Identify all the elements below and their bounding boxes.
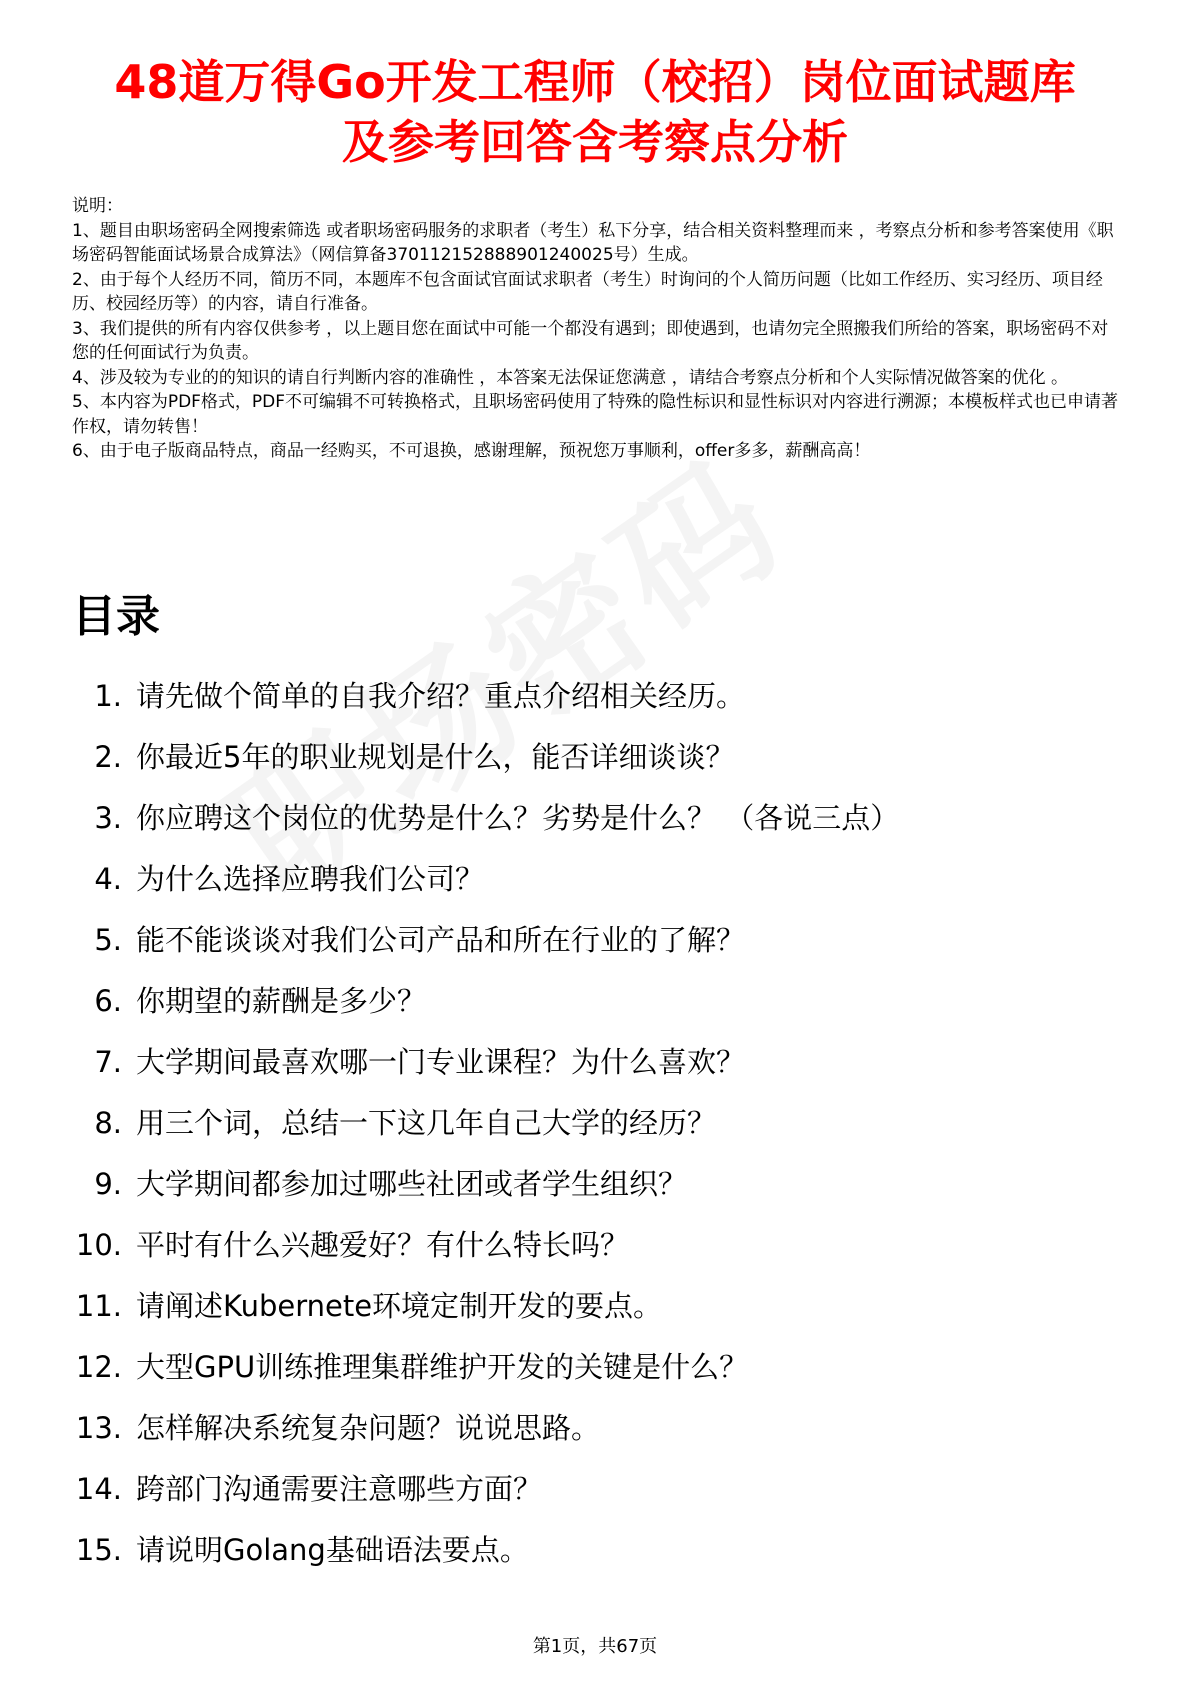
toc-item-text: 你应聘这个岗位的优势是什么？劣势是什么？ （各说三点）: [136, 801, 900, 835]
toc-item-number: 1.: [94, 679, 122, 713]
toc-item[interactable]: [40, 1166, 1140, 1227]
note-item: 3、我们提供的所有内容仅供参考 ，以上题目您在面试中可能一个都没有遇到；即使遇到，也请勿完全照搬我们所给的答案，职场密码不对您的任何面试行为负责。: [72, 318, 1109, 363]
toc-item-number: 3.: [94, 801, 122, 835]
toc-item-number: 5.: [94, 923, 122, 957]
note-item: 1、题目由职场密码全网搜索筛选 或者职场密码服务的求职者（考生）私下分享，结合相关资料整理而来 ，考察点分析和参考答案使用《职场密码智能面试场景合成算法》（网信算备370112152888901240025号）生成。: [72, 220, 1114, 265]
page-footer: 第1页，共67页: [532, 1636, 658, 1657]
toc-item-number: 14.: [75, 1472, 122, 1506]
toc-item-text: 用三个词，总结一下这几年自己大学的经历？: [136, 1106, 717, 1140]
toc-item[interactable]: [40, 1227, 1140, 1288]
toc-item[interactable]: [40, 861, 1140, 922]
toc-item-text: 请阐述Kubernete环境定制开发的要点。: [136, 1289, 663, 1323]
toc-heading: 目录: [72, 591, 160, 642]
toc-item-text: 你期望的薪酬是多少？: [136, 984, 427, 1018]
toc-item[interactable]: [40, 1532, 1140, 1593]
title-line-2: 及参考回答含考察点分析: [342, 115, 848, 169]
toc-item-text: 你最近5年的职业规划是什么，能否详细谈谈？: [136, 740, 735, 774]
toc-item-number: 2.: [94, 740, 122, 774]
document-title: [40, 52, 1150, 172]
toc-item[interactable]: [40, 1349, 1140, 1410]
title-line-1: 48道万得Go开发工程师（校招）岗位面试题库: [114, 55, 1076, 109]
note-item: 5、本内容为PDF格式，PDF不可编辑不可转换格式，且职场密码使用了特殊的隐性标识和显性标识对内容进行溯源；本模板样式也已申请著作权，请勿转售！: [72, 392, 1119, 437]
toc-item-number: 8.: [94, 1106, 122, 1140]
toc-item[interactable]: [40, 800, 1140, 861]
toc-item-number: 10.: [75, 1228, 122, 1262]
toc-item-text: 大型GPU训练推理集群维护开发的关键是什么？: [136, 1350, 749, 1384]
toc-item-number: 15.: [75, 1533, 122, 1567]
toc-item-number: 12.: [75, 1350, 122, 1384]
toc-item[interactable]: [40, 983, 1140, 1044]
toc-list: [40, 678, 1140, 1593]
note-item: 6、由于电子版商品特点，商品一经购买，不可退换，感谢理解，预祝您万事顺利，offer多多，薪酬高高！: [72, 441, 871, 461]
toc-item-text: 跨部门沟通需要注意哪些方面？: [136, 1472, 543, 1506]
toc-item-number: 6.: [94, 984, 122, 1018]
toc-item[interactable]: [40, 739, 1140, 800]
toc-item-number: 11.: [75, 1289, 122, 1323]
notes-section: [72, 194, 1122, 464]
toc-item[interactable]: [40, 1410, 1140, 1471]
toc-item-number: 13.: [75, 1411, 122, 1445]
toc-item[interactable]: [40, 678, 1140, 739]
toc-item[interactable]: [40, 1044, 1140, 1105]
note-item: 4、涉及较为专业的的知识的请自行判断内容的准确性 ，本答案无法保证您满意 ，请结合考察点分析和个人实际情况做答案的优化 。: [72, 367, 1069, 388]
toc-item-number: 7.: [94, 1045, 122, 1079]
toc-item[interactable]: [40, 1471, 1140, 1532]
toc-item-text: 为什么选择应聘我们公司？: [136, 862, 485, 896]
toc-item[interactable]: [40, 1288, 1140, 1349]
toc-item-text: 大学期间都参加过哪些社团或者学生组织？: [136, 1167, 688, 1201]
toc-item-text: 请先做个简单的自我介绍？重点介绍相关经历。: [136, 679, 746, 713]
note-item: 2、由于每个人经历不同，简历不同，本题库不包含面试官面试求职者（考生）时询问的个人简历问题（比如工作经历、实习经历、项目经历、校园经历等）的内容，请自行准备。: [72, 269, 1103, 314]
toc-item-number: 9.: [94, 1167, 122, 1201]
toc-item-text: 能不能谈谈对我们公司产品和所在行业的了解？: [136, 923, 746, 957]
notes-heading: 说明：: [72, 196, 123, 216]
toc-item-text: 大学期间最喜欢哪一门专业课程？为什么喜欢？: [136, 1045, 746, 1079]
toc-item[interactable]: [40, 1105, 1140, 1166]
toc-item-number: 4.: [94, 862, 122, 896]
toc-item-text: 平时有什么兴趣爱好？有什么特长吗？: [136, 1228, 630, 1262]
toc-item-text: 请说明Golang基础语法要点。: [136, 1533, 529, 1567]
toc-item-text: 怎样解决系统复杂问题？说说思路。: [136, 1411, 601, 1445]
toc-item[interactable]: [40, 922, 1140, 983]
